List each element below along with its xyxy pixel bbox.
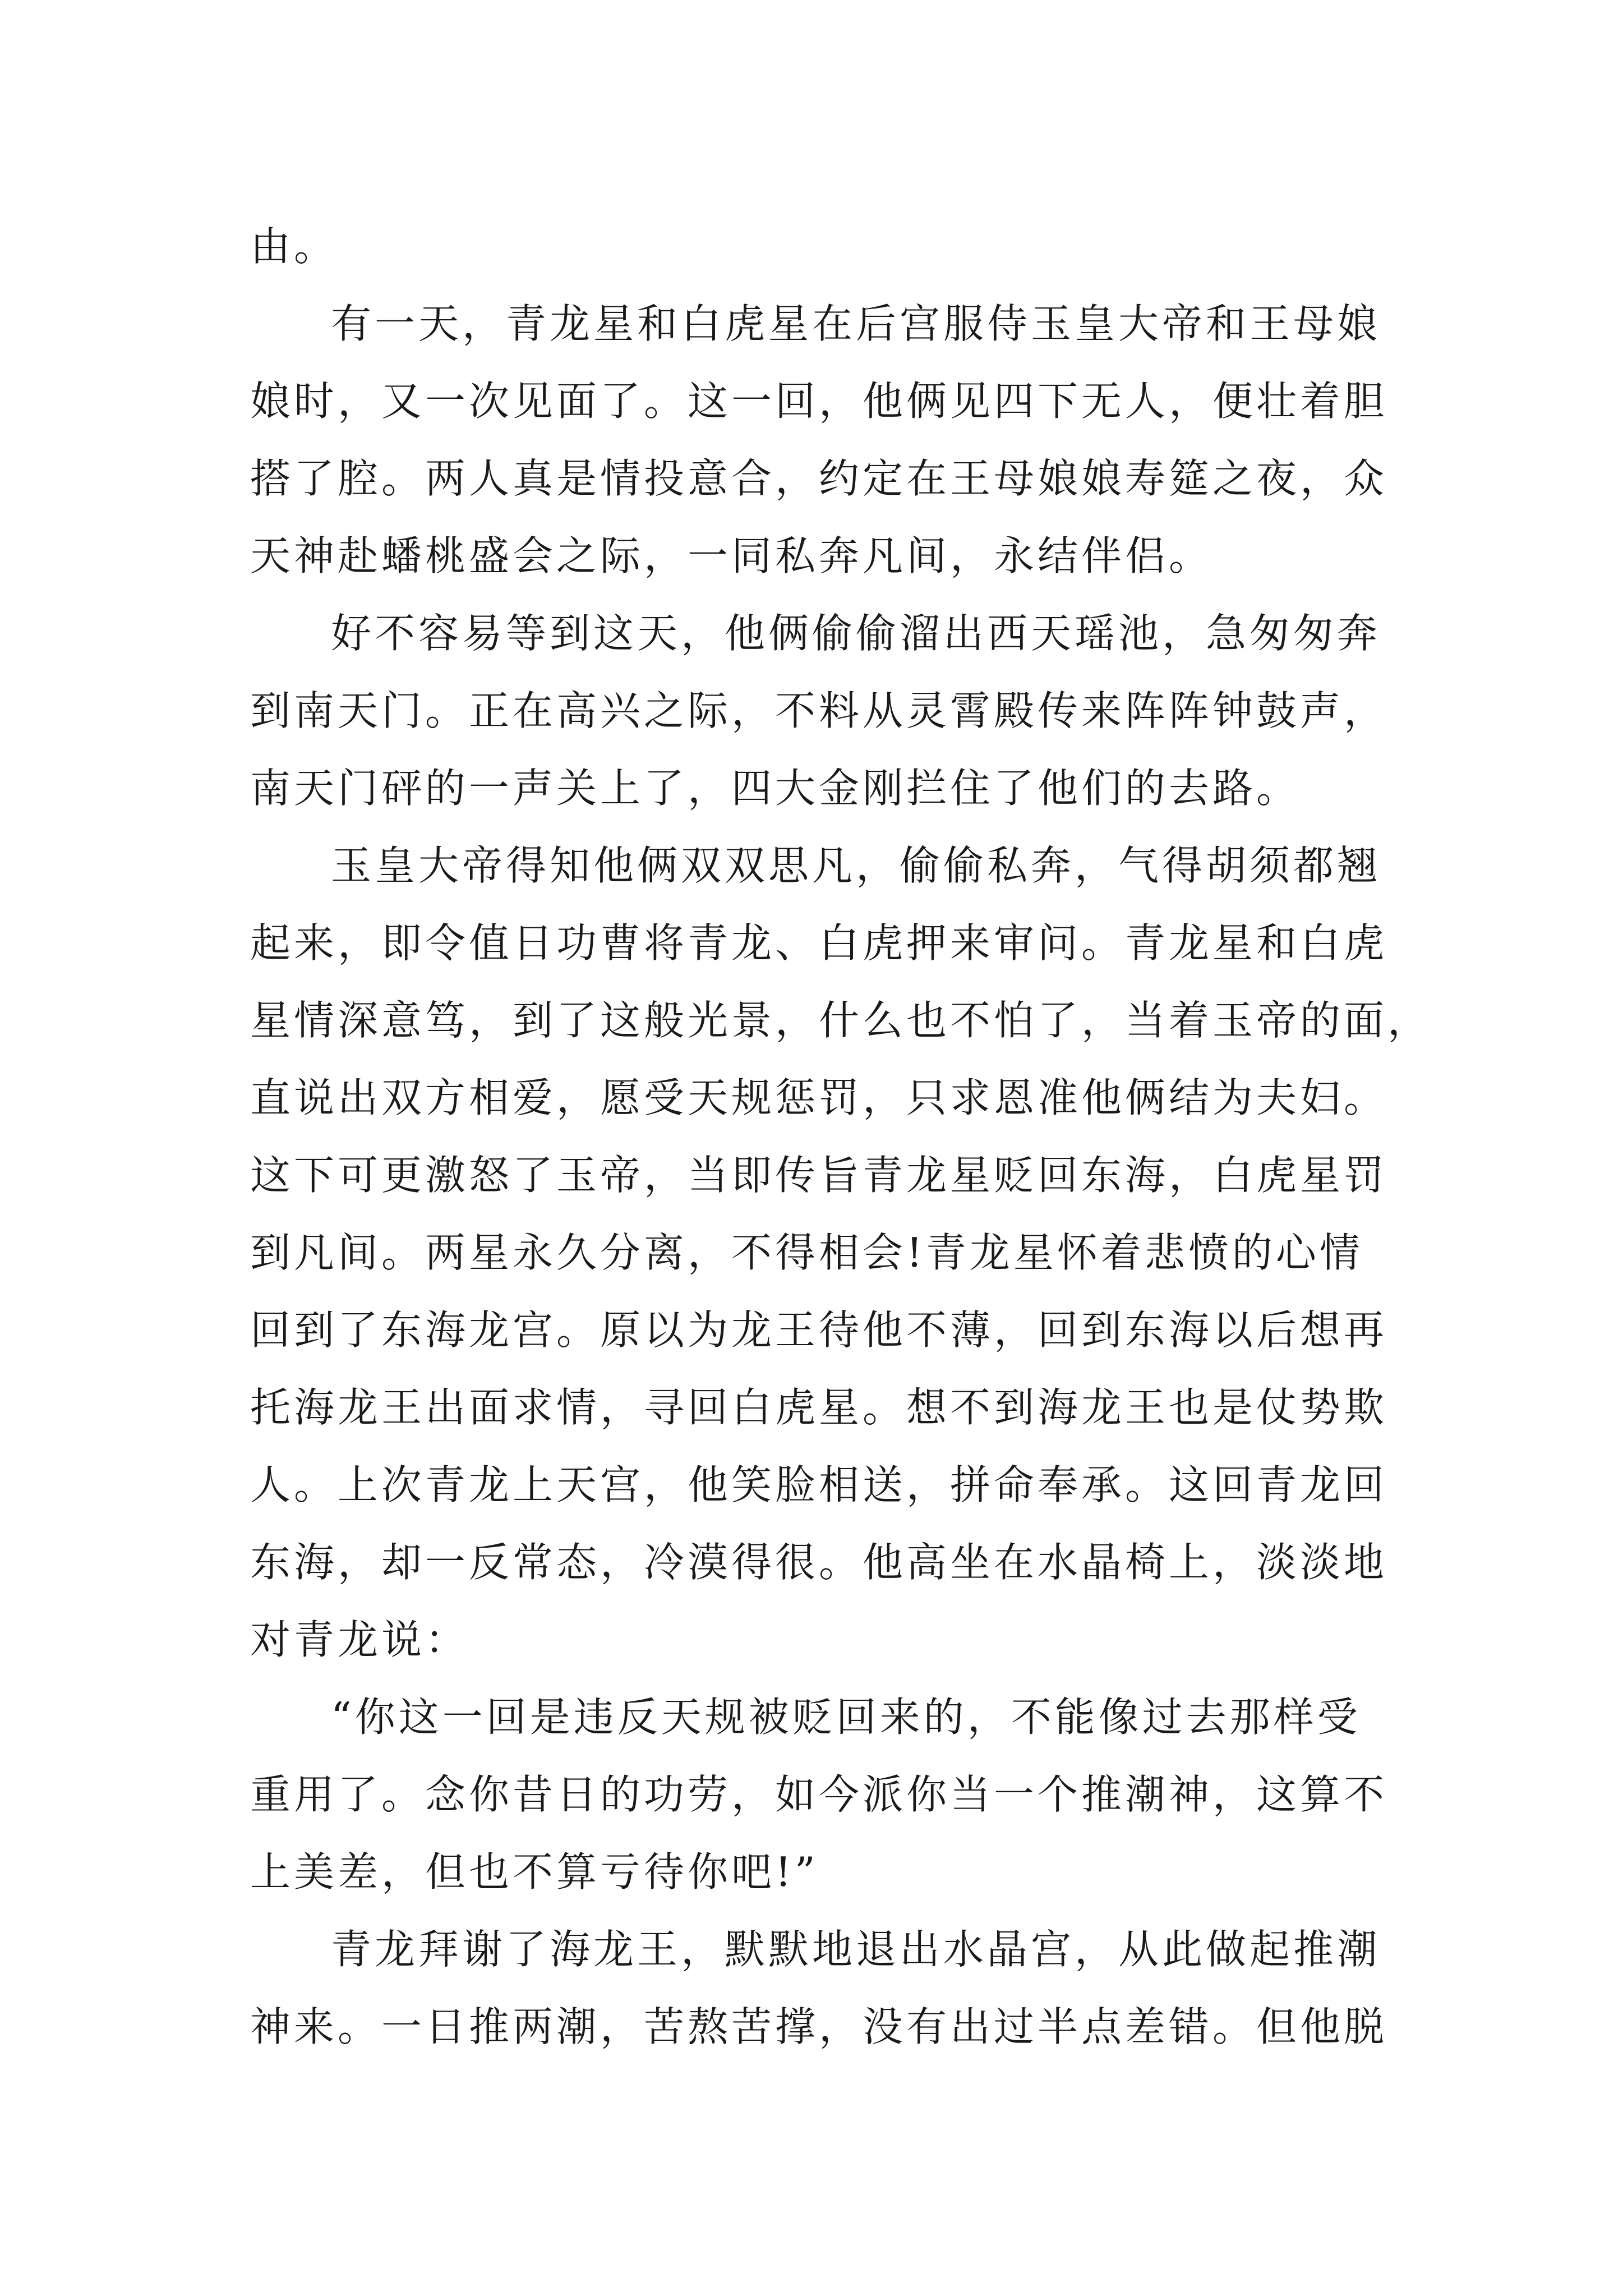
text-line: 天神赴蟠桃盛会之际，一同私奔凡间，永结伴侣。 xyxy=(250,532,1213,579)
text-line: 搭了腔。两人真是情投意合，约定在王母娘娘寿筵之夜，众 xyxy=(250,455,1388,502)
text-line: 这下可更激怒了玉帝，当即传旨青龙星贬回东海，白虎星罚 xyxy=(250,1152,1388,1199)
text-line: 由。 xyxy=(250,223,338,270)
text-line: 人。上次青龙上天宫，他笑脸相送，拼命奉承。这回青龙回 xyxy=(250,1461,1388,1508)
text-line: 玉皇大帝得知他俩双双思凡，偷偷私奔，气得胡须都翘 xyxy=(331,842,1381,889)
text-line: 起来，即令值日功曹将青龙、白虎押来审问。青龙星和白虎 xyxy=(250,919,1388,967)
text-line: 东海，却一反常态，冷漠得很。他高坐在水晶椅上，淡淡地 xyxy=(250,1539,1388,1586)
text-line: 娘时，又一次见面了。这一回，他俩见四下无人，便壮着胆 xyxy=(250,378,1388,425)
text-line: 到南天门。正在高兴之际，不料从灵霄殿传来阵阵钟鼓声， xyxy=(250,687,1388,734)
text-line: 有一天，青龙星和白虎星在后宫服侍玉皇大帝和王母娘 xyxy=(331,300,1381,347)
text-line: 上美差，但也不算亏待你吧!” xyxy=(250,1848,819,1895)
text-line: 到凡间。两星永久分离，不得相会!青龙星怀着悲愤的心情 xyxy=(250,1229,1363,1276)
text-line: 重用了。念你昔日的功劳，如今派你当一个推潮神，这算不 xyxy=(250,1771,1388,1818)
text-line: 神来。一日推两潮，苦熬苦撑，没有出过半点差错。但他脱 xyxy=(250,2003,1388,2050)
text-line: 对青龙说： xyxy=(250,1616,469,1663)
text-line: 星情深意笃，到了这般光景，什么也不怕了，当着玉帝的面， xyxy=(250,997,1432,1044)
text-line: 回到了东海龙宫。原以为龙王待他不薄，回到东海以后想再 xyxy=(250,1306,1388,1354)
body-text xyxy=(250,208,1432,2065)
text-line: 直说出双方相爱，愿受天规惩罚，只求恩准他俩结为夫妇。 xyxy=(250,1074,1388,1121)
text-line: “你这一回是违反天规被贬回来的，不能像过去那样受 xyxy=(331,1694,1361,1741)
text-line: 好不容易等到这天，他俩偷偷溜出西天瑶池，急匆匆奔 xyxy=(331,610,1381,657)
text-line: 南天门砰的一声关上了，四大金刚拦住了他们的去路。 xyxy=(250,765,1301,812)
text-line: 托海龙王出面求情，寻回白虎星。想不到海龙王也是仗势欺 xyxy=(250,1384,1388,1431)
text-line: 青龙拜谢了海龙王，默默地退出水晶宫，从此做起推潮 xyxy=(331,1926,1381,1973)
